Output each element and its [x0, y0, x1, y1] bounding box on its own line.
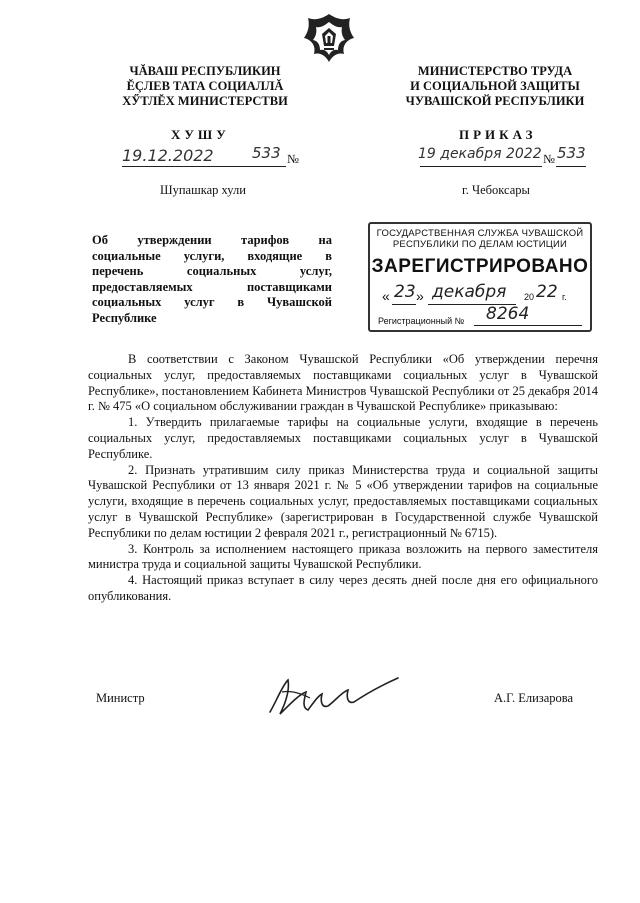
header-right-date-line — [420, 166, 542, 167]
body-paragraph: 4. Настоящий приказ вступает в силу через десять дней после дня его официального опубликования. — [88, 573, 598, 603]
chuvash-emblem-icon — [300, 12, 358, 64]
stamp-close-quote: » — [416, 288, 424, 304]
header-right-line-1: МИНИСТЕРСТВО ТРУДА — [417, 64, 573, 78]
body-paragraph: 2. Признать утратившим силу приказ Министерства труда и социальной защиты Чувашской Республики от 13 января 2021 г. № 5 «Об утверждении тарифов на социальные услуги, входящие в перечень социальных услуг, предоставляемых поставщиками социальных услуг в Чувашской Республике» (зарегистрирован в Государственной службе Чувашской Республики по делам юстиции 2 февраля 2021 г., регистрационный № 6715). — [88, 462, 598, 540]
stamp-reg-number: 8264 — [486, 304, 530, 324]
stamp-title: ЗАРЕГИСТРИРОВАНО — [371, 256, 589, 277]
handwritten-signature-icon — [262, 672, 402, 720]
stamp-day-line — [392, 304, 416, 305]
header-right-doc-word: ПРИКАЗ — [459, 127, 537, 142]
header-left-number-sign: № — [287, 152, 299, 166]
header-right-place: г. Чебоксары — [462, 183, 530, 197]
stamp-year-abbr: г. — [562, 292, 567, 302]
header-right-block — [385, 64, 605, 109]
stamp-year-prefix: 20 — [524, 292, 535, 302]
header-right-line-3: ЧУВАШСКОЙ РЕСПУБЛИКИ — [405, 94, 585, 108]
subject-line: Об утверждении тарифов на — [92, 233, 332, 247]
order-subject — [92, 233, 332, 326]
registration-stamp — [368, 222, 592, 332]
stamp-reg-label: Регистрационный № — [378, 316, 465, 326]
body-paragraph: 1. Утвердить прилагаемые тарифы на социальные услуги, входящие в перечень социальных услуг, предоставляемых поставщиками социальных услуг в Чувашской Республике. — [88, 415, 598, 461]
subject-line: социальных услуг в Чувашской — [92, 295, 332, 309]
header-right-number-line — [556, 166, 586, 167]
order-body — [88, 352, 598, 605]
header-left-date: 19.12.2022 — [122, 146, 214, 165]
signature-name: А.Г. Елизарова — [494, 691, 574, 705]
header-left-date-line — [122, 166, 286, 167]
subject-line: перечень социальных услуг, — [92, 264, 332, 278]
header-right-line-2: И СОЦИАЛЬНОЙ ЗАЩИТЫ — [410, 79, 580, 93]
header-left-block — [100, 64, 310, 109]
stamp-day: 23 — [394, 282, 416, 302]
stamp-month: декабря — [432, 282, 507, 302]
stamp-org-line-1: ГОСУДАРСТВЕННАЯ СЛУЖБА ЧУВАШСКОЙ — [376, 228, 584, 239]
subject-line: социальные услуги, входящие в — [92, 248, 332, 263]
subject-line: Республике — [92, 310, 157, 325]
header-left-place: Шупашкар хули — [160, 183, 246, 197]
header-left-line-2: ĔÇЛЕВ ТАТА СОЦИАЛЛĂ — [126, 79, 284, 93]
header-right-date: 19 декабря 2022 — [418, 146, 542, 162]
body-paragraph: В соответствии с Законом Чувашской Республики «Об утверждении перечня социальных услуг, предоставляемых поставщиками социальных услуг в Чувашской Республике», постановлением Кабинета Министров Чувашской Республики от 25 декабря 2014 г. № 475 «О социальном обслуживании граждан в Чувашской Республике» приказываю: — [88, 352, 598, 414]
header-left-doc-word: ХУШУ — [171, 127, 230, 142]
header-right-number: 533 — [557, 144, 586, 162]
stamp-org — [370, 228, 590, 250]
header-left-number: 533 — [252, 144, 281, 162]
header-left-line-1: ЧĂВАШ РЕСПУБЛИКИН — [129, 64, 281, 78]
stamp-open-quote: « — [382, 288, 390, 304]
header-left-line-3: ХӲТЛĔХ МИНИСТЕРСТВИ — [122, 94, 288, 108]
signature-role: Министр — [96, 691, 145, 705]
stamp-year-suffix: 22 — [536, 282, 558, 302]
header-right-number-sign: № — [543, 152, 555, 166]
stamp-reg-line — [474, 325, 582, 326]
body-paragraph: 3. Контроль за исполнением настоящего приказа возложить на первого заместителя министра труда и социальной защиты Чувашской Республики. — [88, 541, 598, 572]
stamp-org-line-2: РЕСПУБЛИКИ ПО ДЕЛАМ ЮСТИЦИИ — [392, 239, 568, 250]
subject-line: предоставляемых поставщиками — [92, 279, 332, 294]
